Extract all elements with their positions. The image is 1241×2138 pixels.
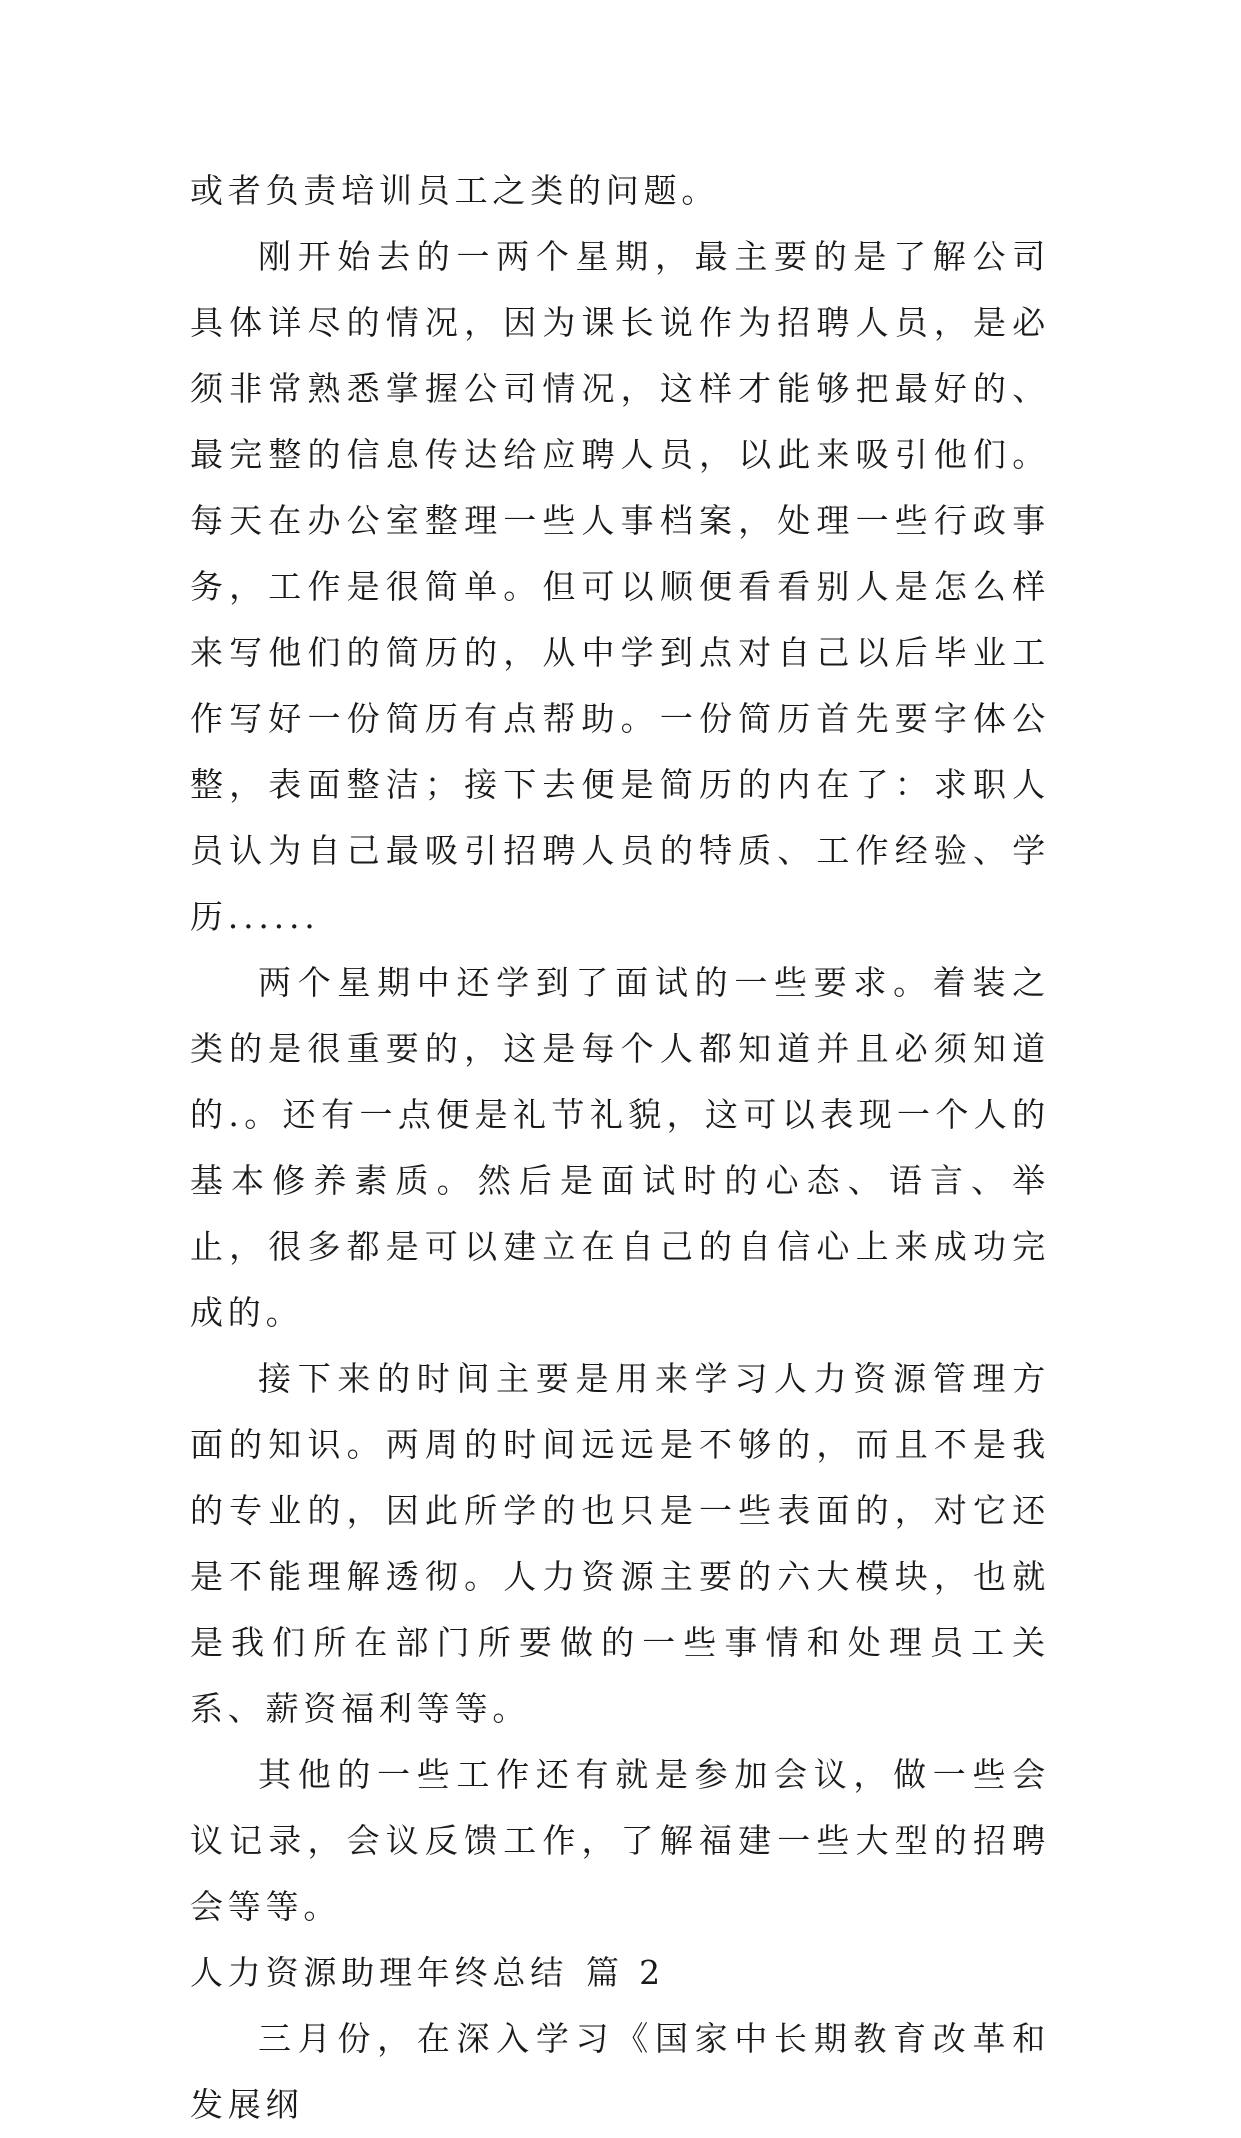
paragraph-1: 或者负责培训员工之类的问题。	[190, 171, 720, 210]
paragraph-4: 接下来的时间主要是用来学习人力资源管理方面的知识。两周的时间远远是不够的，而且不是我的专业的，因此所学的也只是一些表面的，对它还是不能理解透彻。人力资源主要的六大模块，也就是我们所在部门所要做的一些事情和处理员工关系、薪资福利等等。	[190, 1359, 1050, 1728]
section-heading	[190, 1940, 1050, 2006]
paragraph-3: 两个星期中还学到了面试的一些要求。着装之类的是很重要的，这是每个人都知道并且必须知道的.。还有一点便是礼节礼貌，这可以表现一个人的基本修养素质。然后是面试时的心态、语言、举止，很多都是可以建立在自己的自信心上来成功完成的。	[190, 963, 1050, 1332]
paragraph-2: 刚开始去的一两个星期，最主要的是了解公司具体详尽的情况，因为课长说作为招聘人员，是必须非常熟悉掌握公司情况，这样才能够把最好的、最完整的信息传达给应聘人员，以此来吸引他们。每天在办公室整理一些人事档案，处理一些行政事务，工作是很简单。但可以顺便看看别人是怎么样来写他们的简历的，从中学到点对自己以后毕业工作写好一份简历有点帮助。一份简历首先要字体公整，表面整洁；接下去便是简历的内在了：求职人员认为自己最吸引招聘人员的特质、工作经验、学历......	[190, 237, 1050, 936]
paragraph-6: 三月份，在深入学习《国家中长期教育改革和发展纲	[190, 2019, 1050, 2124]
document-body	[190, 158, 1050, 2138]
section-heading-number: 篇 2	[586, 1953, 665, 1992]
section-heading-title: 人力资源助理年终总结	[190, 1953, 568, 1992]
paragraph-5: 其他的一些工作还有就是参加会议，做一些会议记录，会议反馈工作，了解福建一些大型的招聘会等等。	[190, 1755, 1050, 1926]
